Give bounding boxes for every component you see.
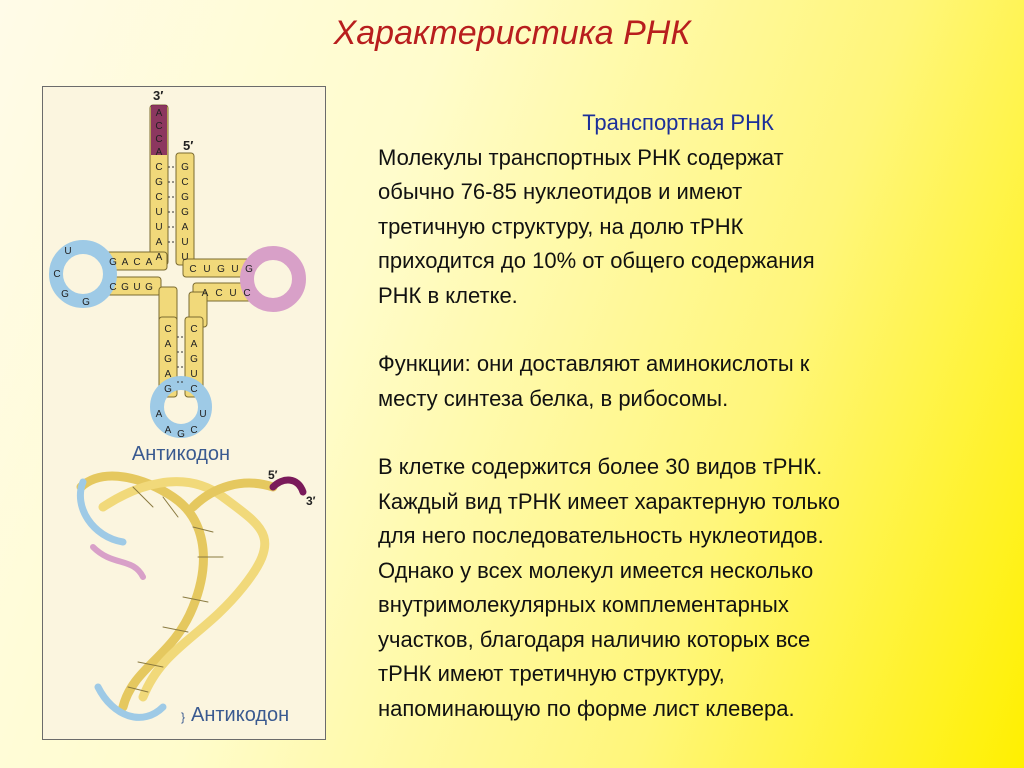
- base-al4: C: [190, 425, 198, 436]
- base-a7s: A: [190, 339, 198, 350]
- paragraph-variety-line7: тРНК имеют третичную структуру,: [378, 661, 725, 686]
- base-r3: G: [181, 192, 189, 203]
- base-r6: U: [181, 237, 189, 248]
- model-strand-2: [103, 482, 265, 697]
- five-prime-label: 5′: [183, 138, 194, 153]
- base-r1: G: [181, 162, 189, 173]
- base-d8: G: [145, 282, 153, 293]
- base-d4: A: [145, 257, 153, 268]
- paragraph-variety-line8: напоминающую по форме лист клевера.: [378, 695, 795, 721]
- base-al1: A: [155, 409, 163, 420]
- base-dl2: C: [53, 269, 61, 280]
- base-t9: C: [243, 288, 251, 299]
- base-a9s: U: [190, 369, 198, 380]
- base-a2s: A: [164, 339, 172, 350]
- trna-figure: [42, 86, 326, 740]
- base-u2: U: [155, 222, 163, 233]
- base-r2: C: [181, 177, 189, 188]
- paragraph-variety-line2: Каждый вид тРНК имеет характерную только: [378, 488, 841, 514]
- base-t8: U: [229, 288, 237, 299]
- model-five-prime-label: 5′: [268, 468, 278, 482]
- paragraph-composition-line3: третичную структуру, на долю тРНК: [378, 213, 744, 239]
- t-loop: [247, 253, 299, 305]
- base-a10s: C: [190, 384, 198, 395]
- base-t7: C: [215, 288, 223, 299]
- anticodon-brace-icon: }: [181, 710, 186, 724]
- base-u1: U: [155, 207, 163, 218]
- model-strand-1: [81, 476, 203, 707]
- paragraph-composition-line2: обычно 76-85 нуклеотидов и имеют: [378, 179, 743, 204]
- base-t6: A: [201, 288, 209, 299]
- paragraph-variety-line6: участков, благодаря наличию которых все: [378, 626, 811, 652]
- anticodon-label-top: Антикодон: [131, 443, 231, 465]
- slide-title: Характеристика РНК: [333, 14, 691, 52]
- model-three-prime-label: 3′: [306, 494, 316, 508]
- base-a4s: A: [164, 369, 172, 380]
- base-c1: C: [155, 121, 163, 132]
- base-al3: G: [177, 429, 185, 440]
- base-r7: U: [181, 252, 189, 263]
- paragraph-functions-line2: месту синтеза белка, в рибосомы.: [378, 385, 729, 411]
- paragraph-composition-line1: Молекулы транспортных РНК содержат: [378, 144, 784, 170]
- base-d6: G: [121, 282, 129, 293]
- anticodon-label-bottom: Антикодон: [191, 704, 290, 726]
- base-dl1: U: [64, 246, 72, 257]
- cloverleaf-structure: [56, 105, 299, 431]
- paragraph-variety-line3: для него последовательность нуклеотидов.: [378, 523, 824, 548]
- base-t3: G: [217, 264, 225, 275]
- paragraph-composition-line4: приходится до 10% от общего содержания: [378, 248, 815, 273]
- paragraph-composition-line5: РНК в клетке.: [378, 282, 518, 308]
- base-r4: G: [181, 207, 189, 218]
- paragraph-variety-line4: Однако у всех молекул имеется несколько: [378, 557, 814, 583]
- base-a5s: G: [164, 384, 172, 395]
- base-r5: A: [181, 222, 189, 233]
- trna-diagram: [43, 87, 327, 741]
- model-d-loop: [80, 482, 123, 542]
- three-prime-label: 3′: [153, 88, 164, 103]
- base-d7: U: [133, 282, 141, 293]
- base-a6s: C: [190, 324, 198, 335]
- tertiary-model: [80, 476, 303, 717]
- base-a1: A: [155, 108, 163, 119]
- base-a8s: G: [190, 354, 198, 365]
- text-content: [378, 106, 998, 726]
- base-d3: C: [133, 257, 141, 268]
- base-d5: C: [109, 282, 117, 293]
- base-d1: G: [109, 257, 117, 268]
- paragraph-variety-line1: В клетке содержится более 30 видов тРНК.: [378, 454, 823, 479]
- base-t1: C: [189, 264, 197, 275]
- base-t2: U: [203, 264, 211, 275]
- base-dl4: G: [82, 297, 90, 308]
- base-a3s: G: [164, 354, 172, 365]
- base-t4: U: [231, 264, 239, 275]
- base-c3: C: [155, 162, 163, 173]
- section-subtitle: Транспортная РНК: [582, 110, 774, 135]
- base-al2: A: [164, 425, 172, 436]
- paragraph-functions-line1: Функции: они доставляют аминокислоты к: [378, 351, 810, 376]
- base-dl3: G: [61, 289, 69, 300]
- base-d2: A: [121, 257, 129, 268]
- base-a4: A: [155, 252, 163, 263]
- base-a1s: C: [164, 324, 172, 335]
- base-al5: U: [199, 409, 207, 420]
- base-c2: C: [155, 134, 163, 145]
- base-c4: C: [155, 192, 163, 203]
- base-g1: G: [155, 177, 163, 188]
- base-t5: G: [245, 264, 253, 275]
- base-a2: A: [155, 147, 163, 158]
- paragraph-variety-line5: внутримолекулярных комплементарных: [378, 592, 789, 617]
- model-t-loop: [93, 547, 143, 577]
- base-a3: A: [155, 237, 163, 248]
